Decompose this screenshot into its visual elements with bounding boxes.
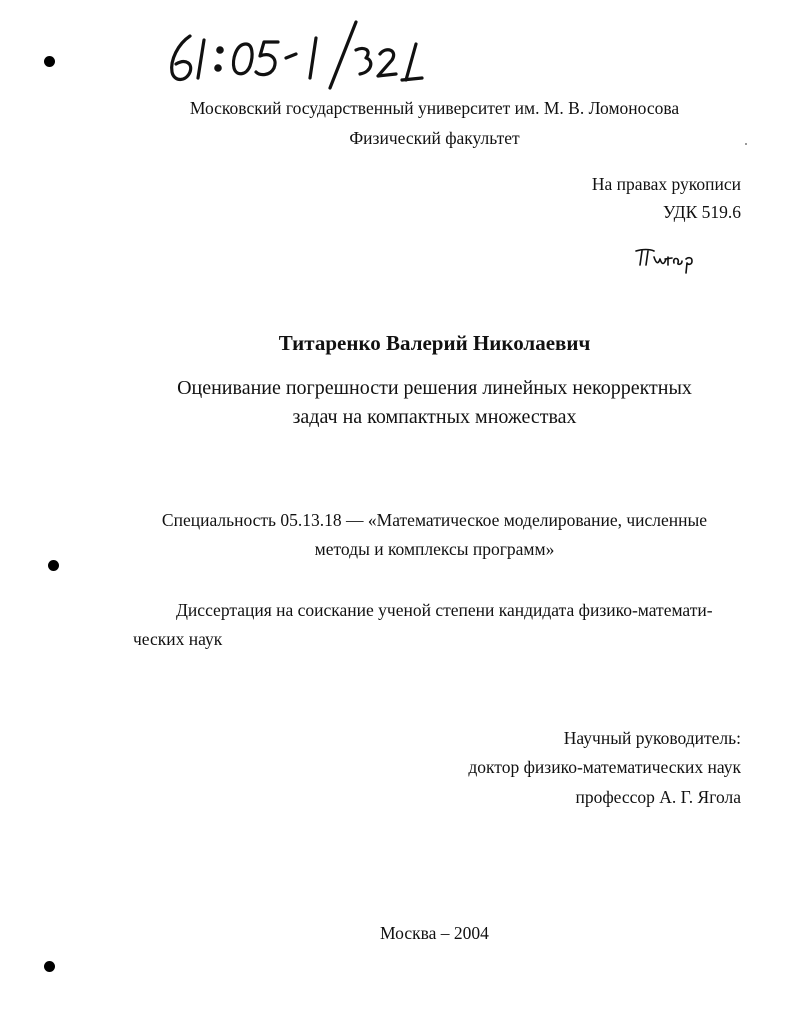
city-year: Москва – 2004 — [380, 923, 489, 943]
binder-hole-top — [44, 56, 55, 67]
archive-number-stamp — [160, 14, 460, 94]
degree-line-1: Диссертация на соискание ученой степени кандидата физико-математи- — [176, 600, 713, 620]
degree-line-2: ческих наук — [133, 629, 223, 649]
advisor-label: Научный руководитель: — [563, 728, 741, 748]
faculty-name: Физический факультет — [349, 128, 520, 148]
specialty-line-2: методы и комплексы программ» — [314, 539, 555, 559]
udc-code: УДК 519.6 — [663, 202, 741, 222]
scan-speck — [745, 143, 747, 145]
specialty-line-1: Специальность 05.13.18 — «Математическое моделирование, численные — [161, 510, 708, 530]
dissertation-title-line-2: задач на компактных множествах — [292, 406, 577, 428]
university-name: Московский государственный университет им. М. В. Ломоносова — [189, 98, 680, 118]
binder-hole-middle — [48, 560, 59, 571]
advisor-name: профессор А. Г. Ягола — [575, 787, 741, 807]
manuscript-rights: На правах рукописи — [591, 174, 741, 194]
dissertation-title-line-1: Оценивание погрешности решения линейных некорректных — [177, 377, 692, 399]
author-name: Титаренко Валерий Николаевич — [278, 331, 591, 355]
binder-hole-bottom — [44, 961, 55, 972]
advisor-degree: доктор физико-математических наук — [468, 757, 741, 777]
author-signature — [632, 243, 697, 278]
